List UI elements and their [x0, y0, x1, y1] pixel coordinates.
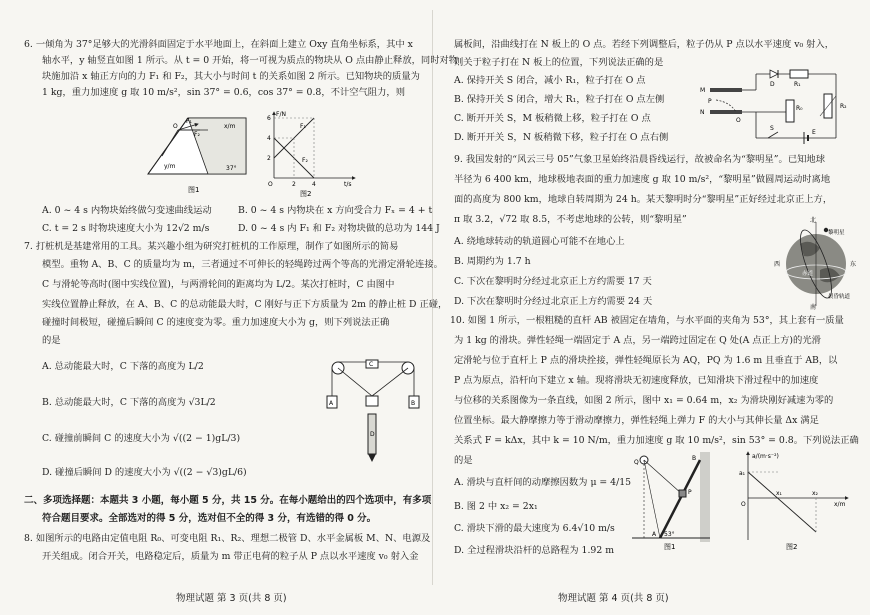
q10-line-3: 定滑轮与位于直杆上 P 点的滑块拴接，弹性轻绳原长为 AQ，PQ 为 1.6 m 且垂直于 AB，以: [454, 355, 838, 366]
q7-line-6: 的是: [42, 335, 61, 346]
q6-fig1-x: x/m: [224, 123, 236, 130]
q10-fig1-caption: 图1: [664, 543, 676, 551]
q10-option-a: A. 滑块与直杆间的动摩擦因数为 μ = 4/15: [454, 477, 632, 488]
q10-fig2-graph: [736, 448, 854, 552]
q9-line-2: 半径为 6 400 km，地球极地表面的重力加速度 g 取 10 m/s²，“黎明星”做圆周运动时离地: [454, 174, 831, 185]
q10-fig2-x2: x₂: [812, 490, 818, 497]
q7-line-2: 模型。重物 A、B、C 的质量均为 m，三者通过不可伸长的轻绳跨过两个等高的光滑定滑轮连接。: [42, 259, 443, 270]
q9-line-4: π 取 3.2，√72 取 8.5，不考虑地球的公转，则“黎明星”: [454, 214, 687, 225]
q6-fig2-f2: F₂: [302, 157, 308, 164]
q8-fig-s: S: [770, 125, 774, 132]
q6-fig1-angle: 37°: [226, 165, 237, 172]
q9-line-3: 面的高度为 800 km，地球自转周期为 24 h。某天黎明时分“黎明星”正好经过北京正上方，: [454, 194, 833, 205]
q10-fig1-angle: 53°: [664, 531, 675, 538]
q10-line-4: P 点为原点，沿杆向下建立 x 轴。现将滑块无初速度释放，已知滑块下滑过程中的加速度: [454, 375, 819, 386]
q6-fig2-ytick: 4: [267, 135, 271, 142]
q6-fig2-o: O: [268, 181, 273, 188]
q9-fig-north: 北: [810, 217, 817, 224]
q10-fig2-a1: a₁: [739, 470, 746, 477]
q8-fig-r1: R₁: [794, 81, 801, 88]
q6-fig1-o: O: [173, 123, 178, 130]
section2-heading-line-2: 符合题目要求。全部选对的得 5 分，选对但不全的得 3 分，有选错的得 0 分。: [42, 513, 377, 524]
q9-option-b: B. 周期约为 1.7 h: [454, 256, 531, 267]
q8-fig-r0: R₀: [796, 105, 803, 112]
q8-fig-e: E: [812, 129, 816, 136]
q7-fig-d: D: [370, 431, 375, 438]
q7-option-d: D. 碰撞后瞬间 D 的速度大小为 √((2 − √3)gL/6): [42, 467, 247, 478]
q8-fig-r2: R₂: [840, 103, 847, 110]
q10-option-b: B. 图 2 中 x₂ = 2x₁: [454, 501, 538, 512]
q6-line-2: 轴水平，y 轴竖直如图 1 所示。从 t = 0 开始，将一可视为质点的物块从 O 点由静止释放，同时对物: [42, 55, 459, 66]
q6-option-d: D. 0 ~ 4 s 内 F₁ 和 F₂ 对物块做的总功为 144 J: [238, 223, 440, 234]
q6-fig2-graph: [260, 108, 360, 198]
q8-option-b: B. 保持开关 S 闭合，增大 R₁，粒子打在 O 点左侧: [454, 94, 665, 105]
q9-fig-south: 南: [810, 304, 817, 310]
q10-fig1-q: Q: [634, 459, 639, 466]
q10-fig2-ylabel: a/(m·s⁻²): [752, 453, 779, 460]
q6-fig2-f1: F₁: [300, 123, 306, 130]
q10-line-2: 为 1 kg 的滑块。弹性轻绳一端固定于 A 点，另一端跨过固定在 Q 处(A 点正上方)的光滑: [454, 335, 821, 346]
q9-line-1: 9. 我国发射的“风云三号 05”气象卫星始终沿晨昏线运行，故被命名为“黎明星”。已知地球: [454, 154, 826, 165]
section2-heading-line-1: 二、多项选择题：本题共 3 小题，每小题 5 分，共 15 分。在每小题给出的四个选项中，有多项: [24, 495, 432, 506]
q9-fig-west: 西: [774, 261, 781, 268]
q8-fig-m: M: [700, 87, 706, 94]
q10-fig1-a: A: [652, 531, 657, 538]
q6-fig1-caption: 图1: [188, 186, 200, 194]
q7-line-3: C 与滑轮等高时(图中实线位置)，与两滑轮间的距离均为 L/2。某次打桩时，C 由图中: [42, 279, 395, 290]
q8-option-d: D. 断开开关 S，N 板稍微下移，粒子打在 O 点右侧: [454, 132, 669, 143]
q7-fig-pulleys: [324, 356, 424, 466]
q8-cont-line-2: 则关于粒子打在 N 板上的位置，下列说法正确的是: [454, 57, 664, 68]
right-page: [440, 0, 860, 615]
q10-fig2-xlabel: x/m: [834, 501, 846, 508]
q6-fig1-f1: F₁: [186, 118, 192, 125]
q9-fig-east: 东: [850, 261, 857, 268]
q8-fig-n: N: [700, 109, 705, 116]
left-page: [10, 0, 459, 615]
q6-fig1-incline: [138, 106, 258, 198]
q6-fig2-caption: 图2: [300, 190, 312, 198]
q7-fig-b: B: [411, 400, 416, 407]
q6-fig2-ytick: 6: [267, 115, 271, 122]
q8-fig-d: D: [770, 81, 775, 88]
q10-fig2-caption: 图2: [786, 543, 798, 551]
q8-fig-circuit: [686, 68, 856, 150]
q10-fig1-p: P: [688, 489, 692, 496]
q6-fig2-xtick: 2: [292, 181, 296, 188]
q10-fig1-rod: [630, 448, 722, 552]
q6-option-b: B. 0 ~ 4 s 内物块在 x 方向受合力 Fₓ = 4 + t: [238, 205, 433, 216]
q7-fig-c: C: [369, 361, 374, 368]
q6-fig2-xlabel: t/s: [344, 181, 352, 188]
q6-fig2-xtick: 4: [312, 181, 316, 188]
q9-option-a: A. 绕地球转动的轨道圆心可能不在地心上: [454, 236, 625, 247]
q9-fig-earth: [770, 214, 860, 310]
q7-line-1: 7. 打桩机是基建常用的工具。某兴趣小组为研究打桩机的工作原理，制作了如图所示的简易: [24, 241, 399, 252]
q6-fig1-f2: F₂: [194, 131, 200, 138]
q6-fig2-ylabel: F/N: [276, 111, 286, 118]
q9-fig-equator: 赤道: [802, 271, 814, 277]
q10-line-1: 10. 如图 1 所示，一根粗糙的直杆 AB 被固定在墙角，与水平面的夹角为 53°，其上套有一质量: [450, 315, 844, 326]
q8-line-2: 开关组成。闭合开关，电路稳定后，质量为 m 带正电荷的粒子从 P 点以水平速度 v₀ 射入金: [42, 551, 419, 562]
q9-option-d: D. 下次在黎明时分经过北京正上方约需要 24 天: [454, 296, 653, 307]
q10-line-5: 与位移的关系图像为一条直线，如图 2 所示，图中 x₁ = 0.64 m，x₂ 为滑块刚好减速为零的: [454, 395, 834, 406]
q10-fig2-o: O: [741, 501, 746, 508]
q7-option-a: A. 总动能最大时，C 下落的高度为 L/2: [42, 361, 204, 372]
q8-cont-line-1: 属板间，沿曲线打在 N 板上的 O 点。若经下列调整后，粒子仍从 P 点以水平速度 v₀ 射入，: [454, 39, 835, 50]
q6-option-a: A. 0 ~ 4 s 内物块始终做匀变速曲线运动: [42, 205, 212, 216]
q10-line-7: 关系式 F = kΔx，其中 k = 10 N/m，重力加速度 g 取 10 m/s²，sin 53° = 0.8。下列说法正确: [454, 435, 859, 446]
q7-line-4: 实线位置静止释放，在 A、B、C 的总动能最大时，C 刚好与正下方质量为 2m 的静止桩 D 正碰，: [42, 299, 448, 310]
q8-option-a: A. 保持开关 S 闭合，减小 R₁，粒子打在 O 点: [454, 75, 646, 86]
q8-option-c: C. 断开开关 S，M 板稍微上移，粒子打在 O 点: [454, 113, 651, 124]
q7-fig-a: A: [329, 400, 334, 407]
q10-option-d: D. 全过程滑块沿杆的总路程为 1.92 m: [454, 545, 615, 556]
q10-line-8: 的是: [454, 455, 473, 466]
q8-line-1: 8. 如图所示的电路由定值电阻 R₀、可变电阻 R₁、R₂、理想二极管 D、水平金属板 M、N、电源及: [24, 533, 431, 544]
q8-fig-p: P: [708, 98, 712, 105]
q6-fig1-y: y/m: [164, 163, 176, 170]
q7-option-b: B. 总动能最大时，C 下落的高度为 √3L/2: [42, 397, 216, 408]
q10-fig1-b: B: [692, 455, 697, 462]
q10-option-c: C. 滑块下滑的最大速度为 6.4√10 m/s: [454, 523, 615, 534]
right-footer: 物理试题 第 4 页(共 8 页): [558, 593, 669, 604]
q6-line-4: 1 kg，重力加速度 g 取 10 m/s²，sin 37° = 0.6，cos 37° = 0.8，不计空气阻力，则: [42, 87, 405, 98]
q9-fig-orbit: 晨昏轨道: [828, 294, 851, 300]
q6-option-c: C. t = 2 s 时物块速度大小为 12√2 m/s: [42, 223, 210, 234]
q8-fig-o: O: [736, 117, 741, 124]
q10-fig2-x1: x₁: [776, 490, 782, 497]
q9-option-c: C. 下次在黎明时分经过北京正上方约需要 17 天: [454, 276, 652, 287]
q10-line-6: 位置坐标。最大静摩擦力等于滑动摩擦力，弹性轻绳上弹力 F 的大小与其伸长量 Δx 满足: [454, 415, 819, 426]
q6-line-1: 6. 一倾角为 37°足够大的光滑斜面固定于水平地面上，在斜面上建立 Oxy 直角坐标系，其中 x: [24, 39, 413, 50]
q6-line-3: 块施加沿 x 轴正方向的力 F₁ 和 F₂，其大小与时间 t 的关系如图 2 所示。已知物块的质量为: [42, 71, 420, 82]
q7-option-c: C. 碰撞前瞬间 C 的速度大小为 √((2 − 1)gL/3): [42, 433, 241, 444]
left-footer: 物理试题 第 3 页(共 8 页): [176, 593, 287, 604]
q9-fig-star: 黎明星: [828, 230, 845, 236]
q7-line-5: 碰撞时间极短，碰撞后瞬间 C 的速度变为零。重力加速度大小为 g，则下列说法正确: [42, 317, 390, 328]
q6-fig2-ytick: 2: [267, 155, 271, 162]
